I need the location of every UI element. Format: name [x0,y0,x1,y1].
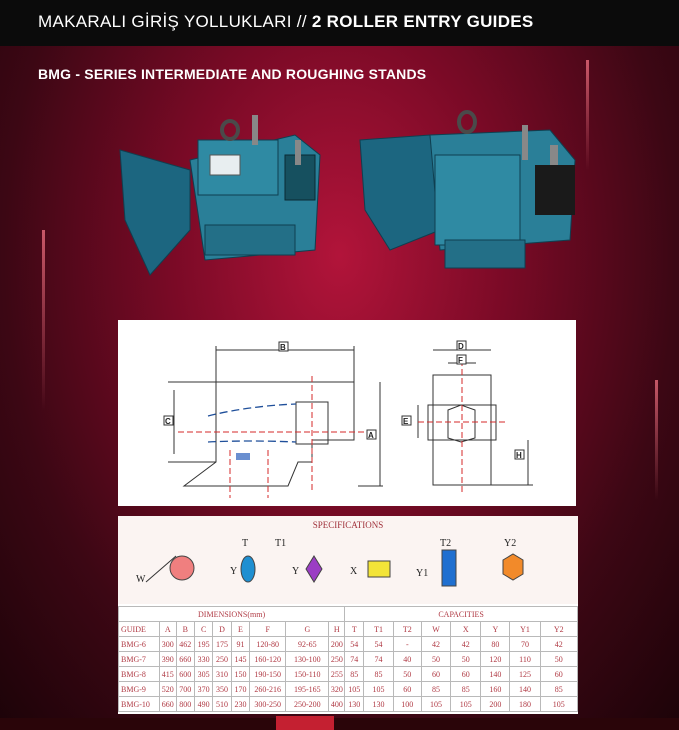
cell: 120 [481,652,510,667]
product-photo [110,100,590,280]
cell: 74 [364,652,393,667]
cell: 100 [393,697,421,712]
table-row [119,652,578,667]
cell: 105 [345,682,364,697]
label-e: E [403,417,409,426]
shape-label-y: Y [230,566,238,577]
cell: 600 [176,667,194,682]
cell: 250-200 [286,697,329,712]
label-c: C [165,417,171,426]
cell: 105 [364,682,393,697]
column-header: Y [481,622,510,637]
table-header-row [119,622,578,637]
cell: 250 [213,652,231,667]
cell: 130-100 [286,652,329,667]
cell: 255 [329,667,345,682]
cell: 120-80 [250,637,286,652]
cell: 200 [481,697,510,712]
specifications-table [118,606,578,712]
cell: BMG-9 [119,682,160,697]
cell: 40 [393,652,421,667]
cell: 130 [364,697,393,712]
cell: 660 [176,652,194,667]
cell: 60 [393,682,421,697]
title-turkish: MAKARALI GİRİŞ YOLLUKLARI // [38,12,307,31]
cell: 160-120 [250,652,286,667]
cell: 300-250 [250,697,286,712]
label-b: B [280,343,286,352]
label-d: D [458,342,464,351]
cell: 150 [231,667,249,682]
cell: 200 [329,637,345,652]
technical-drawing [118,320,576,506]
cell: 320 [329,682,345,697]
cell: 54 [364,637,393,652]
cell: 140 [481,667,510,682]
shape-label-t1: T1 [275,538,287,549]
column-header: T2 [393,622,421,637]
cell: 150-110 [286,667,329,682]
cell: 110 [510,652,540,667]
cell: 60 [540,667,577,682]
shape-label-x: X [350,566,358,577]
column-header: W [421,622,450,637]
page-subtitle: BMG - SERIES INTERMEDIATE AND ROUGHING STANDS [38,66,427,82]
capacities-title: CAPACITIES [345,607,578,622]
footer-accent [276,716,334,730]
cell: 250 [329,652,345,667]
cell: 350 [213,682,231,697]
cell: 60 [421,667,450,682]
cell: 85 [540,682,577,697]
cell: 175 [213,637,231,652]
column-header: A [159,622,176,637]
light-streak [655,380,658,500]
cell: 50 [421,652,450,667]
column-header: T [345,622,364,637]
cell: BMG-6 [119,637,160,652]
column-header: X [451,622,481,637]
cell: 145 [231,652,249,667]
cell: - [393,637,421,652]
column-header: C [194,622,212,637]
cell: 85 [421,682,450,697]
cell: 42 [451,637,481,652]
label-f: F [458,356,463,365]
title-bar [0,0,679,46]
cell: 310 [213,667,231,682]
cell: 160 [481,682,510,697]
label-h: H [516,451,522,460]
column-header: G [286,622,329,637]
cell: 305 [194,667,212,682]
table-row [119,697,578,712]
cell: 85 [345,667,364,682]
shape-label-w: W [136,574,146,585]
column-header: D [213,622,231,637]
cell: 400 [329,697,345,712]
cell: 50 [451,652,481,667]
cell: 91 [231,637,249,652]
light-streak [42,230,45,410]
column-header: T1 [364,622,393,637]
cell: 50 [393,667,421,682]
cell: 230 [231,697,249,712]
cell: 70 [510,637,540,652]
cell: 490 [194,697,212,712]
entry-guide-right [360,112,575,268]
cell: 415 [159,667,176,682]
title-english: 2 ROLLER ENTRY GUIDES [311,12,534,31]
cell: 190-150 [250,667,286,682]
shape-label-t2: T2 [440,538,452,549]
cell: 330 [194,652,212,667]
cell: 85 [364,667,393,682]
cell: 195 [194,637,212,652]
cell: 800 [176,697,194,712]
column-header: E [231,622,249,637]
cell: 50 [540,652,577,667]
column-header: H [329,622,345,637]
cell: 60 [451,667,481,682]
cell: 105 [540,697,577,712]
cell: 260-216 [250,682,286,697]
shape-label-y2: Y2 [504,538,517,549]
label-a: A [368,431,374,440]
cell: BMG-8 [119,667,160,682]
shape-label-y-2: Y [292,566,300,577]
table-group-header [119,607,578,622]
dimensions-title: DIMENSIONS(mm) [119,607,345,622]
cell: 700 [176,682,194,697]
cell: 660 [159,697,176,712]
cell: 105 [421,697,450,712]
cell: 74 [345,652,364,667]
cell: 520 [159,682,176,697]
cell: 180 [510,697,540,712]
column-header: Y2 [540,622,577,637]
cell: 80 [481,637,510,652]
cell: 42 [421,637,450,652]
specifications-panel [118,516,578,714]
footer-bar [0,718,679,730]
column-header: Y1 [510,622,540,637]
cell: 140 [510,682,540,697]
column-header: GUIDE [119,622,160,637]
table-row [119,682,578,697]
cell: 510 [213,697,231,712]
column-header: B [176,622,194,637]
table-row [119,637,578,652]
cell: 170 [231,682,249,697]
table-row [119,667,578,682]
cell: 195-165 [286,682,329,697]
cell: 125 [510,667,540,682]
shape-label-y1: Y1 [416,568,429,579]
specifications-title: SPECIFICATIONS [312,520,384,530]
cell: 85 [451,682,481,697]
cell: BMG-10 [119,697,160,712]
cell: 54 [345,637,364,652]
profile-shapes [118,516,578,604]
column-header: F [250,622,286,637]
cell: BMG-7 [119,652,160,667]
page-title [38,12,534,32]
cell: 130 [345,697,364,712]
cell: 390 [159,652,176,667]
cell: 370 [194,682,212,697]
cell: 462 [176,637,194,652]
cell: 42 [540,637,577,652]
shape-label-t: T [242,538,249,549]
cell: 92-65 [286,637,329,652]
cell: 105 [451,697,481,712]
entry-guide-left [120,115,320,275]
cell: 300 [159,637,176,652]
specifications-shapes [118,516,578,604]
